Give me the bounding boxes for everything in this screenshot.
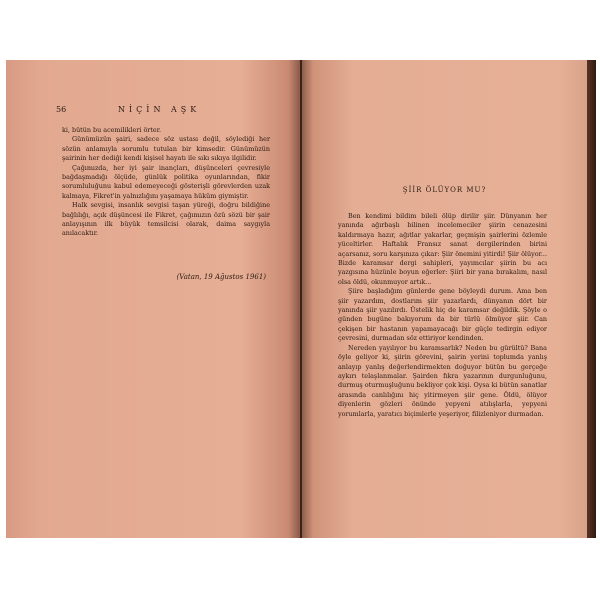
paragraph: Nereden yayılıyor bu karamsarlık? Neden bu gürültü? Bana öyle geliyor ki, şiirin görevini, şairin yerini toplumda yanlış anlayıp yanlış değerlendirmekten doğuyor bütün bu gerçeğe aykırı telaşlanmalar. Şairden fıkra yazarının durgunluğunu, durmuş oturmuşluğunu bekliyor çok kişi. Oysa ki bütün sanatlar arasında canlılığını hiç yitirmeyen şiir gene. Öldü, ölüyor diyenlerin gözleri önünde yepyeni atılışlarla, yepyeni yorumlarla, yaratıcı biçimlerle yeşeriyor, filizleniyor durmadan.: [338, 343, 547, 418]
book-edge: [587, 60, 596, 538]
paragraph: Ben kendimi bildim bileli ölüp dirilir şiir. Dünyanın her yanında ağırbaşlı bilinen incelemeciler şiirin cenazesini kaldırmaya hazır, ağıtlar yakarlar, geçmişin şairlerini özlemle yüceltirler. Haftalık Fransız sanat dergilerinden birini açarsanız, soru karşınıza çıkar: Şiir önemini yitirdi! Şiir ölüyor... Bizde karamsar dergi sahipleri, yayımcılar şiirin bu acı yazgısına hüzünle boyun eğerler: Şiiri bir yana bırakalım, nasıl olsa öldü, okunmuyor artık...: [338, 212, 547, 286]
right-page: [302, 60, 587, 538]
paragraph: Çağımızda, her iyi şair inançları, düşünceleri çevresiyle bağdaşmadığı ölçüde, günlük politika oyunlarından, fikir sorumluluğunu kabul edemeyeceği gösterişli görevlerden uzak kalmaya, Fikret'in yalnızlığını yaşamaya hüküm giymiştir.: [62, 163, 270, 200]
essay-title: ŞİİR ÖLÜYOR MU?: [402, 186, 487, 194]
right-page-text: [338, 212, 547, 419]
page-number: 56: [56, 105, 67, 114]
paragraph: Halk sevgisi, insanlık sevgisi taşan yüreği, doğru bildiğine bağlılığı, açık düşüncesi ile Fikret, çağımızın özü sözü bir şair anlayışının ilk büyük temsilcisi olarak, daima saygıyla anılacaktır.: [62, 201, 270, 238]
left-page: [6, 60, 300, 538]
source-signature: (Vatan, 19 Ağustos 1961): [176, 273, 266, 281]
left-page-text: [62, 126, 270, 239]
running-title: NİÇİN AŞK: [118, 105, 201, 114]
open-book: [6, 60, 596, 538]
paragraph: Günümüzün şairi, sadece söz ustası değil, söylediği her sözün anlamıyla sorumlu tutulan bir kimsedir. Günümüzün şairinin her dediği kendi kişisel hayatı ile sıkı sıkıya ilgilidir.: [62, 135, 270, 163]
paragraph: ki, bütün bu acemilikleri örter.: [62, 126, 162, 134]
paragraph: Şiire başladığım günlerde gene böyleydi durum. Ama ben şiir yazardım, dostlarım şiir yazarlardı, dünyanın dört bir yanında şiir yazılırdı. Üstelik hiç de karamsar değildik. Şöyle o günden bugüne bakıyorum da bir türlü ölmüyor şiir. Can çekişen bir hastanın yapamayacağı bir güçle tedirgin ediyor çevresini, durmadan söz ettiriyor kendinden.: [338, 287, 547, 343]
